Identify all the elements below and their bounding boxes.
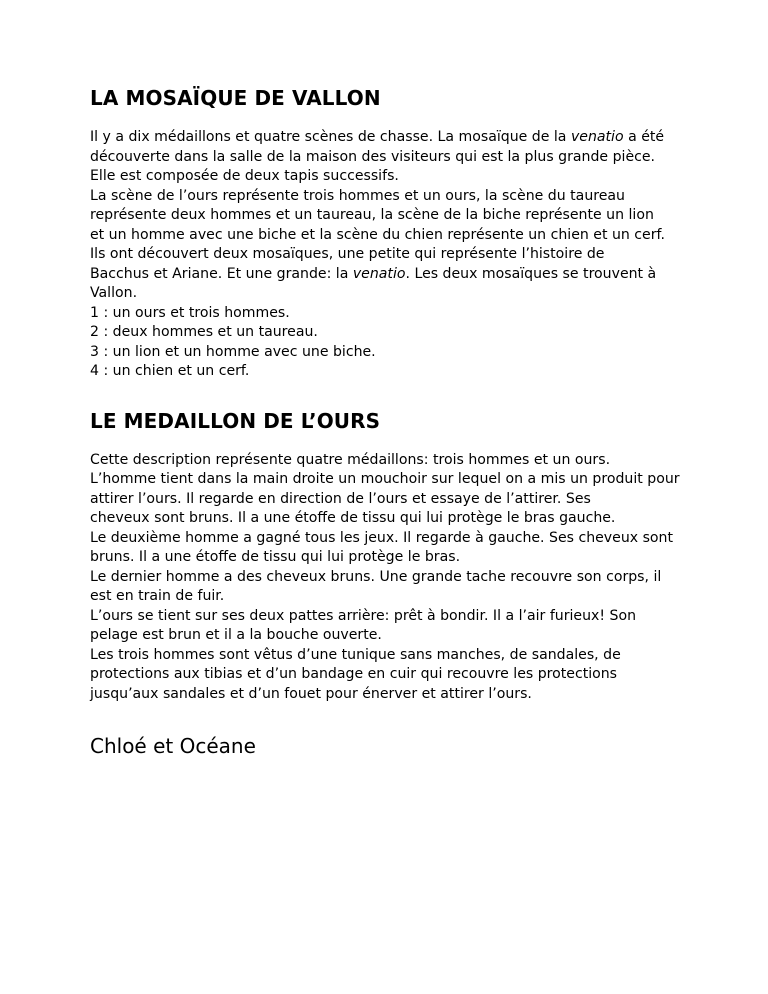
paragraph-line: Bacchus et Ariane. Et une grande: la venatio. Les deux mosaïques se trouvent à: [90, 265, 657, 282]
paragraph-line: Vallon.: [90, 285, 138, 301]
paragraph-line: pelage est brun et il a la bouche ouverte.: [90, 627, 382, 643]
paragraph-line: Les trois hommes sont vêtus d’une tunique sans manches, de sandales, de: [90, 646, 621, 663]
section-title-mosaique: LA MOSAÏQUE DE VALLON: [90, 86, 381, 110]
paragraph-line: et un homme avec une biche et la scène du chien représente un chien et un cerf.: [90, 226, 665, 243]
section-body-medaillon: [90, 451, 690, 705]
author-signature: Chloé et Océane: [90, 734, 256, 758]
paragraph-line: La scène de l’ours représente trois hommes et un ours, la scène du taureau: [90, 187, 625, 204]
paragraph-line: attirer l’ours. Il regarde en direction de l’ours et essaye de l’attirer. Ses: [90, 490, 591, 507]
paragraph-line: bruns. Il a une étoffe de tissu qui lui protège le bras.: [90, 549, 461, 565]
paragraph-line: Il y a dix médaillons et quatre scènes de chasse. La mosaïque de la venatio a été: [90, 129, 665, 145]
list-item: 3 : un lion et un homme avec une biche.: [90, 343, 376, 360]
list-item: 4 : un chien et un cerf.: [90, 363, 250, 379]
paragraph-line: L’homme tient dans la main droite un mouchoir sur lequel on a mis un produit pour: [90, 471, 680, 487]
paragraph-line: découverte dans la salle de la maison des visiteurs qui est la plus grande pièce.: [90, 148, 656, 165]
paragraph-line: est en train de fuir.: [90, 588, 225, 604]
paragraph-line: représente deux hommes et un taureau, la scène de la biche représente un lion: [90, 207, 654, 223]
paragraph-line: cheveux sont bruns. Il a une étoffe de tissu qui lui protège le bras gauche.: [90, 510, 616, 526]
paragraph-line: Elle est composée de deux tapis successifs.: [90, 168, 399, 184]
list-item: 2 : deux hommes et un taureau.: [90, 324, 318, 340]
section-title-medaillon: LE MEDAILLON DE L’OURS: [90, 408, 381, 433]
paragraph-line: L’ours se tient sur ses deux pattes arrière: prêt à bondir. Il a l’air furieux! Son: [90, 607, 637, 624]
italic-term: venatio: [570, 129, 624, 145]
section-body-mosaique: [90, 128, 690, 382]
italic-term: venatio: [352, 265, 406, 282]
paragraph-line: Le dernier homme a des cheveux bruns. Une grande tache recouvre son corps, il: [90, 568, 662, 585]
paragraph-line: protections aux tibias et d’un bandage en cuir qui recouvre les protections: [90, 666, 618, 682]
paragraph-line: Le deuxième homme a gagné tous les jeux. Il regarde à gauche. Ses cheveux sont: [90, 529, 673, 546]
list-item: 1 : un ours et trois hommes.: [90, 304, 290, 321]
paragraph-line: jusqu’aux sandales et d’un fouet pour énerver et attirer l’ours.: [90, 685, 532, 702]
paragraph-line: Ils ont découvert deux mosaïques, une petite qui représente l’histoire de: [90, 246, 605, 262]
paragraph-line: Cette description représente quatre médaillons: trois hommes et un ours.: [90, 451, 611, 468]
document-page: [90, 84, 690, 760]
